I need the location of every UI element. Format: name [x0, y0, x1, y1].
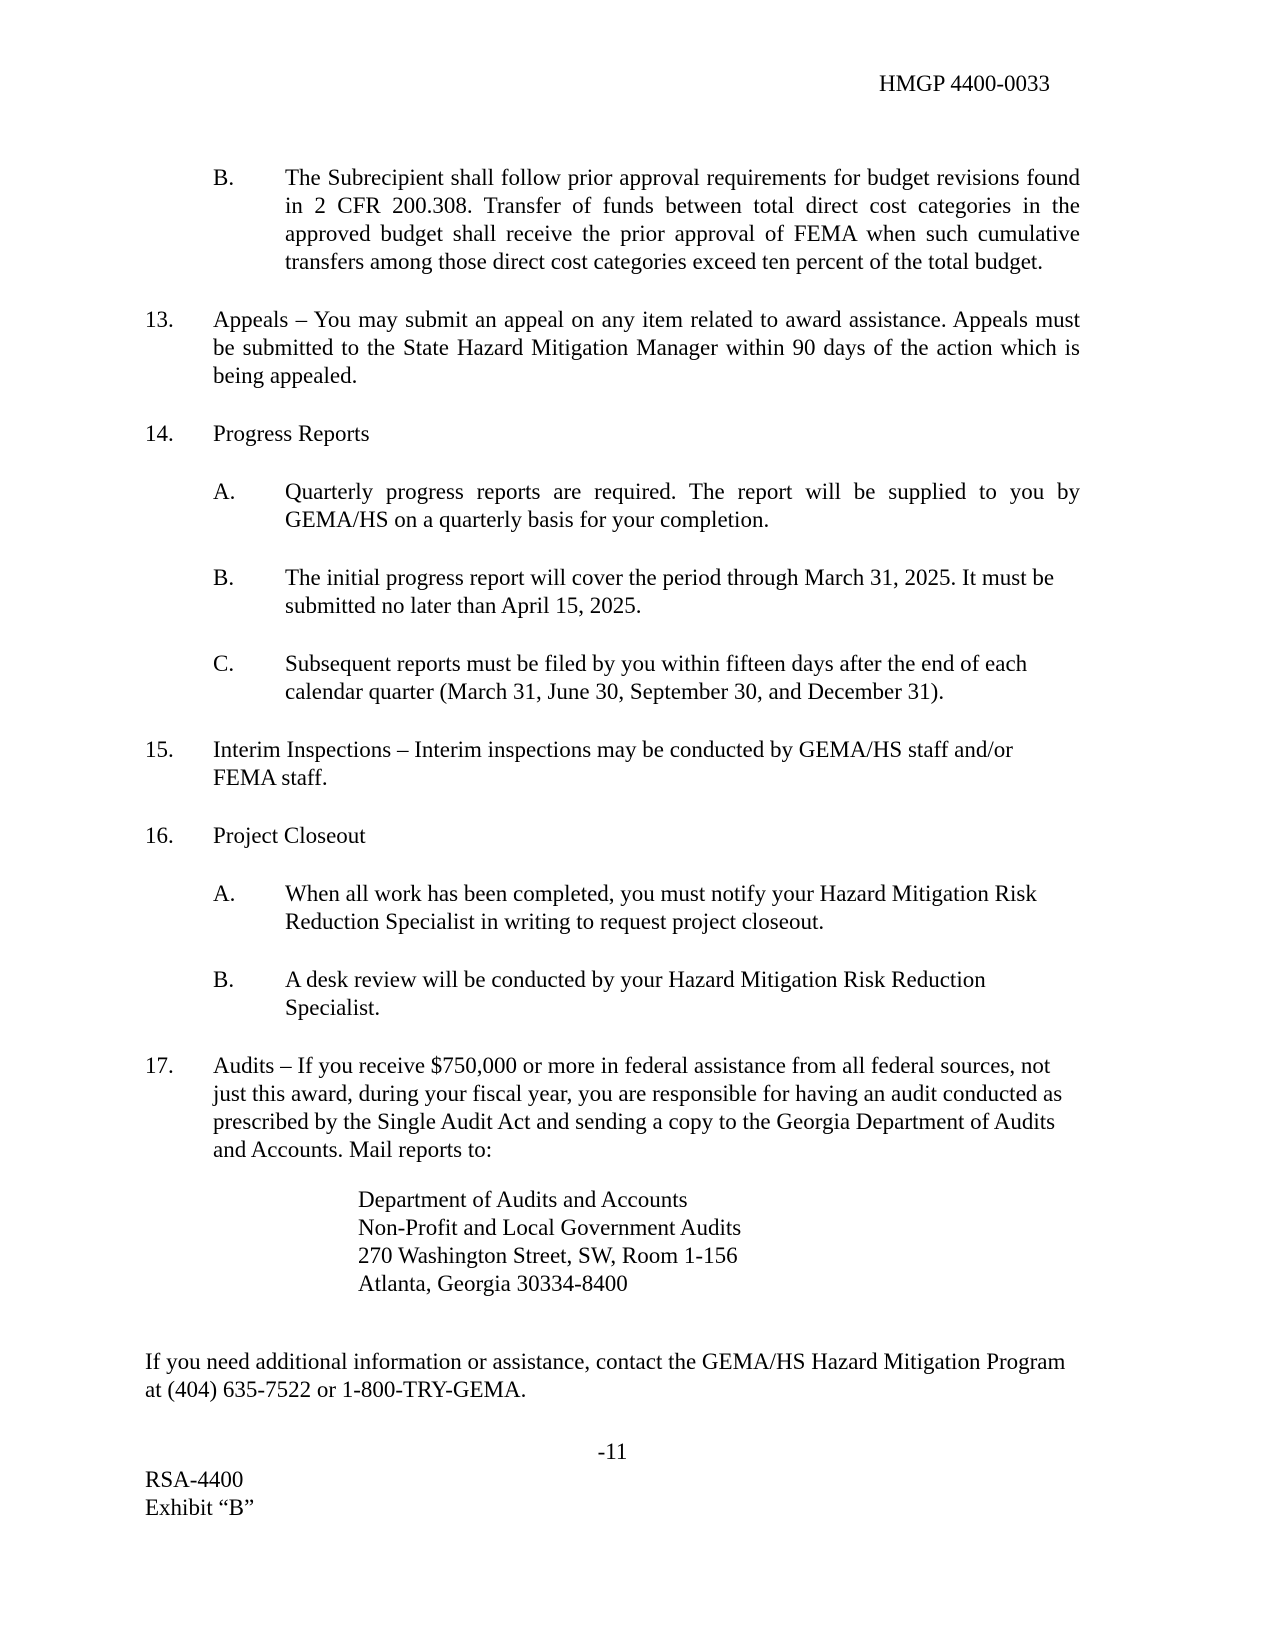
item-text: A desk review will be conducted by your Hazard Mitigation Risk Reduction Specialist. — [285, 967, 986, 1020]
address-line-1: Department of Audits and Accounts — [358, 1187, 688, 1212]
footer-block — [145, 1466, 1080, 1522]
item-14b-initial-report — [213, 564, 1080, 620]
item-label: A. — [213, 479, 236, 504]
document-body — [0, 164, 1275, 1522]
item-text: Progress Reports — [213, 421, 370, 446]
item-label: 16. — [145, 823, 174, 848]
item-16-project-closeout — [145, 822, 1080, 850]
item-text: The initial progress report will cover the period through March 31, 2025. It must be submitted no later than April 15, 2025. — [285, 565, 1055, 618]
page-number: -11 — [597, 1439, 628, 1464]
item-text: Quarterly progress reports are required. The report will be supplied to you by GEMA/HS on a quarterly basis for your completion. — [285, 479, 1080, 532]
item-12b-budget-revisions — [213, 164, 1080, 276]
item-text: Audits – If you receive $750,000 or more in federal assistance from all federal sources, not just this award, during your fiscal year, you are responsible for having an audit conducted as prescribed by the Single Audit Act and sending a copy to the Georgia Department of Audits and Accounts. Mail reports to: — [213, 1053, 1063, 1162]
exhibit-label: Exhibit “B” — [145, 1495, 255, 1520]
item-label: B. — [213, 967, 235, 992]
item-label: B. — [213, 565, 235, 590]
item-13-appeals — [145, 306, 1080, 390]
item-17-audits — [145, 1052, 1080, 1164]
item-16a-notify-specialist — [213, 880, 1080, 936]
item-15-interim-inspections — [145, 736, 1080, 792]
item-text: Interim Inspections – Interim inspections may be conducted by GEMA/HS staff and/or FEMA staff. — [213, 737, 1013, 790]
item-text: Appeals – You may submit an appeal on any item related to award assistance. Appeals must be submitted to the State Hazard Mitigation Manager within 90 days of the action which is being appealed. — [213, 307, 1080, 388]
item-label: 17. — [145, 1053, 174, 1078]
item-label: C. — [213, 651, 235, 676]
item-text: The Subrecipient shall follow prior approval requirements for budget revisions found in 2 CFR 200.308. Transfer of funds between total direct cost categories in the approved budget shall receive the prior approval of FEMA when such cumulative transfers among those direct cost categories exceed ten percent of the total budget. — [285, 165, 1080, 274]
item-label: 15. — [145, 737, 174, 762]
item-14-progress-reports — [145, 420, 1080, 448]
item-14a-quarterly-reports — [213, 478, 1080, 534]
address-line-4: Atlanta, Georgia 30334-8400 — [358, 1271, 628, 1296]
item-label: 13. — [145, 307, 174, 332]
address-line-3: 270 Washington Street, SW, Room 1-156 — [358, 1243, 738, 1268]
item-label: B. — [213, 165, 235, 190]
address-line-2: Non-Profit and Local Government Audits — [358, 1215, 742, 1240]
mailing-address — [358, 1186, 1080, 1298]
form-reference: RSA-4400 — [145, 1467, 244, 1492]
closing-paragraph: If you need additional information or assistance, contact the GEMA/HS Hazard Mitigation Program at (404) 635-7522 or 1-800-TRY-GEMA. — [145, 1349, 1066, 1402]
item-14c-subsequent-reports — [213, 650, 1080, 706]
item-text: Subsequent reports must be filed by you within fifteen days after the end of each calendar quarter (March 31, June 30, September 30, and December 31). — [285, 651, 1028, 704]
item-16b-desk-review — [213, 966, 1080, 1022]
item-label: A. — [213, 881, 236, 906]
item-text: Project Closeout — [213, 823, 366, 848]
item-label: 14. — [145, 421, 174, 446]
doc-reference: HMGP 4400-0033 — [878, 71, 1050, 96]
item-text: When all work has been completed, you must notify your Hazard Mitigation Risk Reduction Specialist in writing to request project closeout. — [285, 881, 1037, 934]
